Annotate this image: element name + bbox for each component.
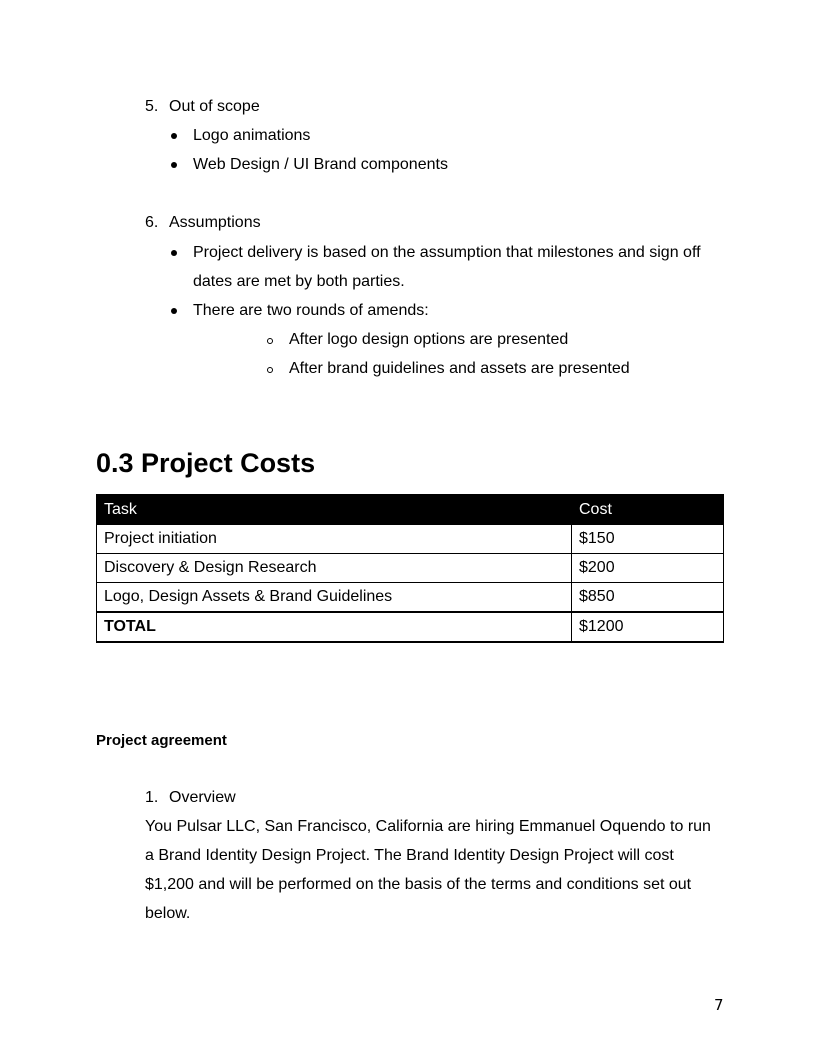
column-header-task: Task (97, 495, 572, 525)
paragraph-line: $1,200 and will be performed on the basis of the terms and conditions set out (145, 876, 692, 893)
total-label: TOTAL (97, 612, 572, 642)
bullet-text: There are two rounds of amends: (193, 302, 429, 319)
task-cell: Discovery & Design Research (97, 554, 572, 583)
bullet-text-continued: dates are met by both parties. (193, 273, 405, 290)
costs-table (96, 494, 724, 643)
cost-cell: $200 (572, 554, 724, 583)
total-value: $1200 (572, 612, 724, 642)
circle-bullet-icon (267, 338, 273, 344)
list-title: Out of scope (169, 98, 260, 115)
list-item-overview (145, 788, 236, 808)
list-item-out-of-scope (145, 97, 260, 117)
subbullet-text: After brand guidelines and assets are presented (289, 360, 630, 377)
table-row (97, 554, 724, 583)
column-header-cost: Cost (572, 495, 724, 525)
list-item-assumptions (145, 213, 261, 233)
paragraph-line: below. (145, 905, 191, 922)
paragraph-line: a Brand Identity Design Project. The Brand Identity Design Project will cost (145, 847, 674, 864)
bullet-text: Web Design / UI Brand components (193, 156, 448, 173)
task-cell: Logo, Design Assets & Brand Guidelines (97, 583, 572, 613)
list-number: 5. (145, 98, 159, 115)
list-title: Assumptions (169, 214, 261, 231)
bullet-icon (171, 133, 177, 139)
bullet-icon (171, 162, 177, 168)
subbullet-text: After logo design options are presented (289, 331, 569, 348)
bullet-icon (171, 308, 177, 314)
section-heading: 0.3 Project Costs (96, 448, 316, 478)
table-total-row (97, 612, 724, 642)
paragraph-line: You Pulsar LLC, San Francisco, California are hiring Emmanuel Oquendo to run (145, 818, 711, 835)
bullet-text: Project delivery is based on the assumption that milestones and sign off (193, 244, 701, 261)
bullet-icon (171, 250, 177, 256)
table-header-row (97, 495, 724, 525)
bullet-text: Logo animations (193, 127, 311, 144)
table-row (97, 525, 724, 554)
task-cell: Project initiation (97, 525, 572, 554)
page-number: 7 (714, 996, 724, 1014)
cost-cell: $850 (572, 583, 724, 613)
list-number: 6. (145, 214, 159, 231)
agreement-heading: Project agreement (96, 732, 227, 749)
list-title: Overview (169, 789, 236, 806)
cost-cell: $150 (572, 525, 724, 554)
table-row (97, 583, 724, 613)
list-number: 1. (145, 789, 159, 806)
circle-bullet-icon (267, 367, 273, 373)
